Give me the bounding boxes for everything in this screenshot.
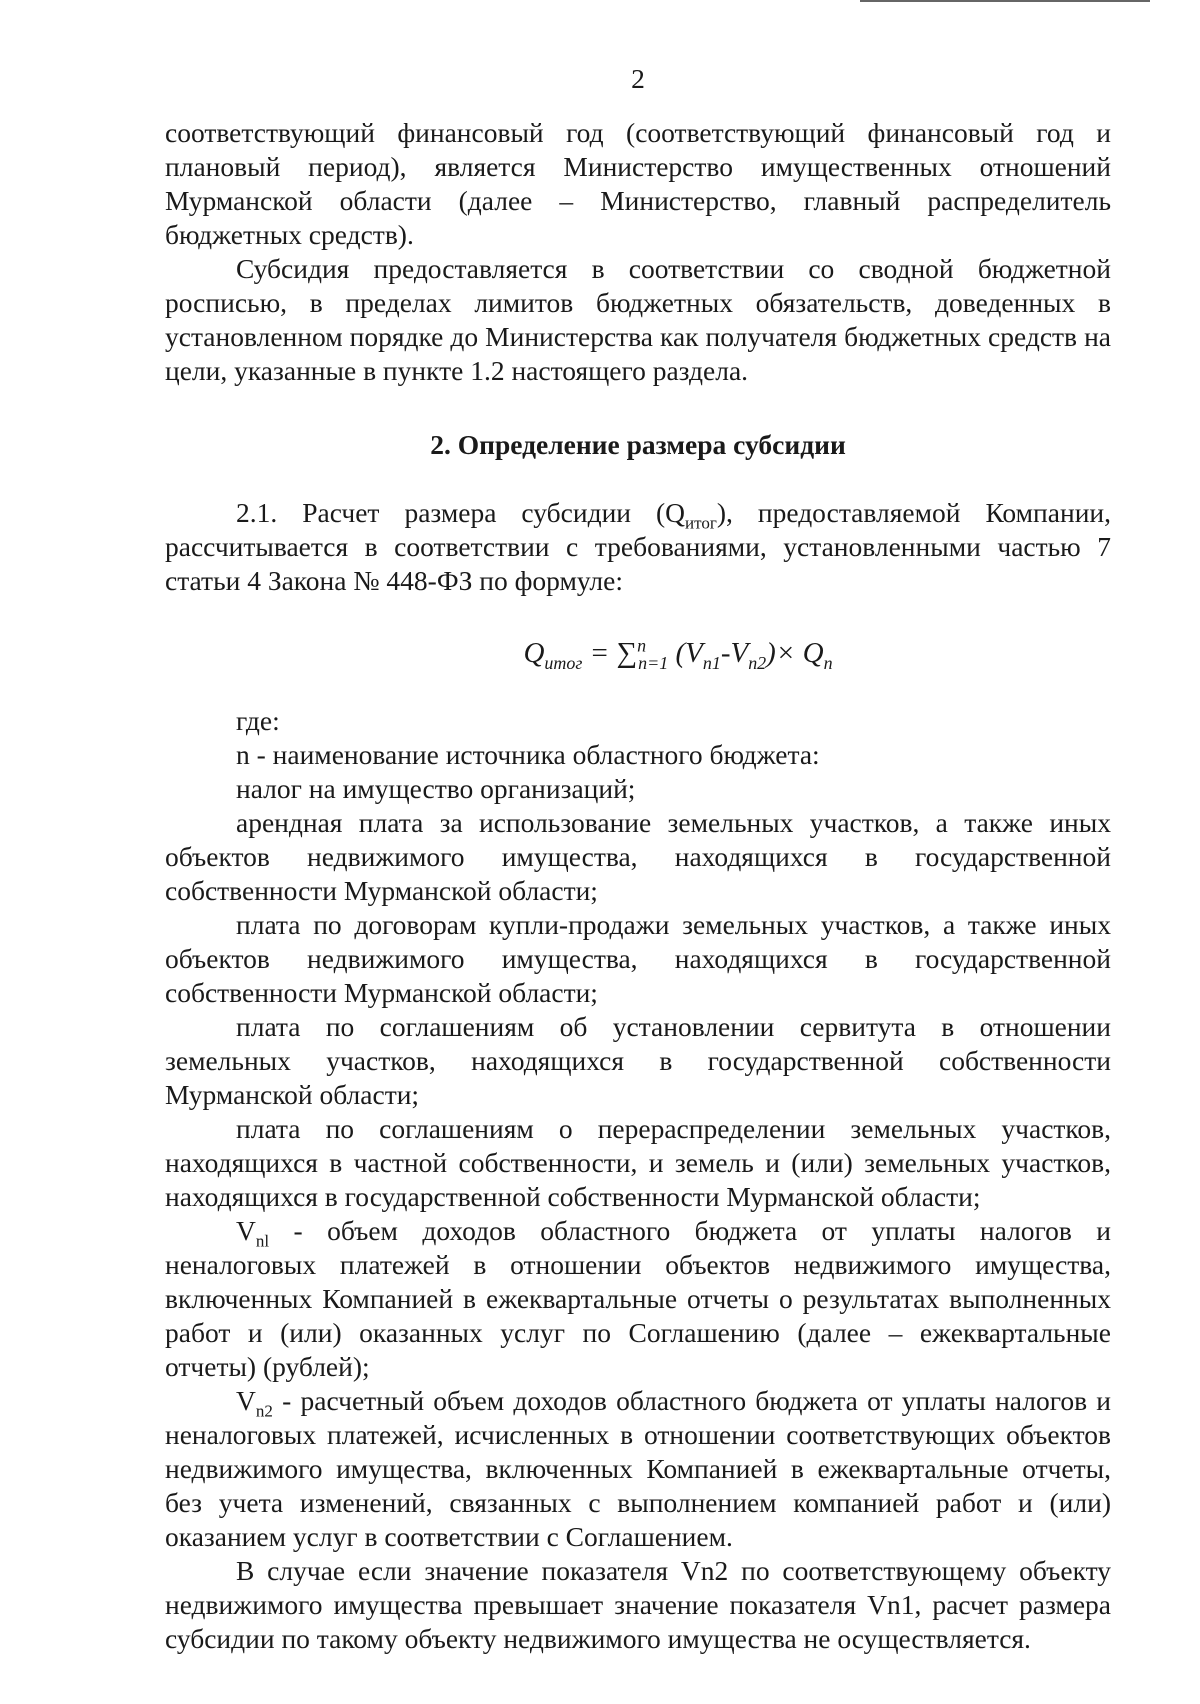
item-rent: арендная плата за использование земельных участков, а также иных объектов недвижимого имущества, находящихся в государственной собственности Мурманской области; xyxy=(165,807,1111,906)
formula-qn-sub: n xyxy=(823,652,833,673)
document-page xyxy=(165,62,1111,1656)
formula-eq: = xyxy=(582,637,617,669)
item-redistribution: плата по соглашениям о перераспределении земельных участков, находящихся в частной собственности, и земель и (или) земельных участков, находящихся в государственной собственности Мурманской области; xyxy=(165,1113,1111,1212)
formula-q: Q xyxy=(523,637,545,669)
vn2-definition xyxy=(165,1384,1111,1554)
formula-dash: -V xyxy=(720,637,749,669)
formula-close: )× Q xyxy=(766,637,824,669)
where-label: где: xyxy=(236,705,280,736)
n-definition: n - наименование источника областного бюджета: xyxy=(236,739,820,770)
formula-v1-sub: n1 xyxy=(702,652,721,673)
scan-top-rule xyxy=(860,0,1150,2)
formula-sigma-sub: n=1 xyxy=(638,652,669,673)
paragraph-subsidy-provision: Субсидия предоставляется в соответствии со сводной бюджетной росписью, в пределах лимитов бюджетных обязательств, доведенных в установленном порядке до Министерства как получателя бюджетных средств на цели, указанные в пункте 1.2 настоящего раздела. xyxy=(165,253,1111,386)
item-sale: плата по договорам купли-продажи земельных участков, а также иных объектов недвижимого имущества, находящихся в государственной собственности Мурманской области; xyxy=(165,909,1111,1008)
q-subscript: итог xyxy=(685,513,717,533)
formula-open: (V xyxy=(668,637,703,669)
vn2-symbol: V xyxy=(236,1385,256,1416)
p21-pre: 2.1. Расчет размера субсидии (Q xyxy=(236,497,686,528)
vn1-text: - объем доходов областного бюджета от уплаты налогов и неналоговых платежей в отношении объектов недвижимого имущества, включенных Компанией в ежеквартальные отчеты о результатах выполненных работ и (или) оказанных услуг по Соглашению (далее – ежеквартальные отчеты) (рублей); xyxy=(165,1215,1111,1382)
page-number: 2 xyxy=(631,63,645,94)
vn2-text: - расчетный объем доходов областного бюджета от уплаты налогов и неналоговых платежей, исчисленных в отношении соответствующих объектов недвижимого имущества, включенных Компанией в ежеквартальные отчеты, без учета изменений, связанных с выполнением компанией работ и (или) оказанием услуг в соответствии с Соглашением. xyxy=(165,1385,1111,1552)
formula-sigma: ∑ xyxy=(616,637,638,669)
formula-sigma-sup: n xyxy=(637,635,647,656)
paragraph-2-1 xyxy=(165,496,1111,598)
item-servitude: плата по соглашениям об установлении сервитута в отношении земельных участков, находящихся в государственной собственности Мурманской области; xyxy=(165,1011,1111,1110)
formula-q-sub: итог xyxy=(544,652,583,673)
formula-v2-sub: n2 xyxy=(748,652,767,673)
paragraph-continuation: соответствующий финансовый год (соответствующий финансовый год и плановый период), является Министерство имущественных отношений Мурманской области (далее – Министерство, главный распределитель бюджетных средств). xyxy=(165,117,1111,250)
section-heading: 2. Определение размера субсидии xyxy=(430,429,846,460)
vn1-symbol: V xyxy=(236,1215,256,1246)
final-paragraph: В случае если значение показателя Vn2 по соответствующему объекту недвижимого имущества превышает значение показателя Vn1, расчет размера субсидии по такому объекту недвижимого имущества не осуществляется. xyxy=(165,1555,1111,1654)
formula xyxy=(165,635,1111,673)
p21-post: ), предоставляемой Компании, рассчитывается в соответствии с требованиями, установленными частью 7 статьи 4 Закона № 448-ФЗ по формуле: xyxy=(165,497,1111,596)
vn1-subscript: nl xyxy=(255,1231,270,1251)
vn2-subscript: n2 xyxy=(255,1401,273,1421)
item-property-tax: налог на имущество организаций; xyxy=(236,773,636,804)
vn1-definition xyxy=(165,1214,1111,1384)
